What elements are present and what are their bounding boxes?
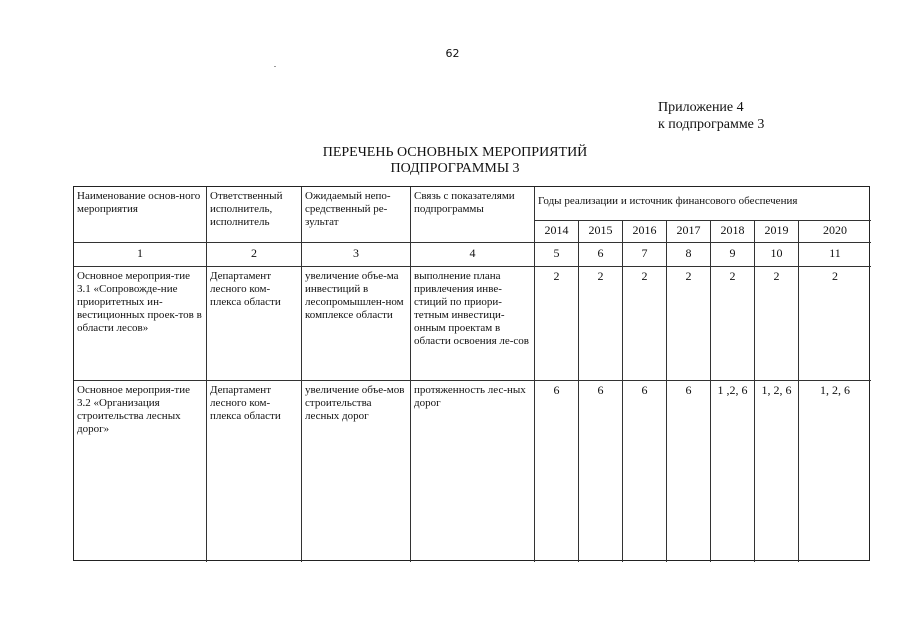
appendix-label	[658, 99, 764, 133]
header-year: 2018	[711, 221, 755, 243]
measure-year-value: 6	[667, 381, 711, 562]
column-index: 6	[579, 243, 623, 267]
header-year: 2016	[623, 221, 667, 243]
measure-year-value: 2	[755, 267, 799, 381]
title-line-1: ПЕРЕЧЕНЬ ОСНОВНЫХ МЕРОПРИЯТИЙ	[322, 145, 588, 160]
measure-result: увеличение объе-мов строительства лесных дорог	[302, 381, 411, 562]
measure-year-value: 6	[623, 381, 667, 562]
header-year: 2015	[579, 221, 623, 243]
header-responsible: Ответственный исполнитель, исполнитель	[207, 187, 302, 243]
measure-responsible: Департамент лесного ком-плекса области	[207, 381, 302, 562]
measure-name: Основное мероприя-тие 3.2 «Организация строительства лесных дорог»	[74, 381, 207, 562]
measure-result: увеличение объе-ма инвестиций в лесопромышлен-ном комплексе области	[302, 267, 411, 381]
column-index: 2	[207, 243, 302, 267]
measure-link: выполнение плана привлечения инве-стиций по приори-тетным инвестици-онным проектам в области освоения ле-сов	[411, 267, 535, 381]
measure-link: протяженность лес-ных дорог	[411, 381, 535, 562]
appendix-line-2: к подпрограмме 3	[658, 117, 765, 132]
measure-year-value: 2	[667, 267, 711, 381]
header-year: 2019	[755, 221, 799, 243]
header-year: 2014	[535, 221, 579, 243]
measure-year-value: 1, 2, 6	[820, 383, 850, 397]
column-index: 11	[799, 243, 871, 267]
header-years-group: Годы реализации и источник финансового обеспечения	[535, 187, 871, 221]
column-index: 1	[74, 243, 207, 267]
measure-responsible: Департамент лесного ком-плекса области	[207, 267, 302, 381]
measure-year-value: 2	[535, 267, 579, 381]
measure-year-value: 6	[535, 381, 579, 562]
measure-year-value: 2	[579, 267, 623, 381]
document-title	[250, 145, 660, 177]
header-result: Ожидаемый непо-средственный ре-зультат	[302, 187, 411, 243]
header-link: Связь с показателями подпрограммы	[411, 187, 535, 243]
measure-year-value: 2	[623, 267, 667, 381]
column-index: 10	[755, 243, 799, 267]
column-index: 8	[667, 243, 711, 267]
title-line-2: ПОДПРОГРАММЫ 3	[390, 161, 520, 176]
column-index: 3	[302, 243, 411, 267]
appendix-line-1: Приложение 4	[658, 100, 744, 115]
scan-speck	[274, 66, 276, 67]
measure-name: Основное мероприя-тие 3.1 «Сопровожде-ние приоритетных ин-вестиционных проек-тов в области лесов»	[74, 267, 207, 381]
header-year: 2017	[667, 221, 711, 243]
measure-year-value: 2	[711, 267, 755, 381]
measure-year-value: 2	[799, 267, 871, 381]
header-name: Наименование основ-ного мероприятия	[74, 187, 207, 243]
page-number: 62	[445, 47, 460, 60]
column-index: 5	[535, 243, 579, 267]
measure-year-value: 1, 2, 6	[755, 381, 799, 562]
column-index: 4	[411, 243, 535, 267]
measure-year-value: 1 ,2, 6	[711, 381, 755, 562]
measures-table	[73, 186, 870, 561]
column-index: 9	[711, 243, 755, 267]
header-year: 2020	[799, 221, 871, 243]
measure-year-value: 6	[579, 381, 623, 562]
column-index: 7	[623, 243, 667, 267]
